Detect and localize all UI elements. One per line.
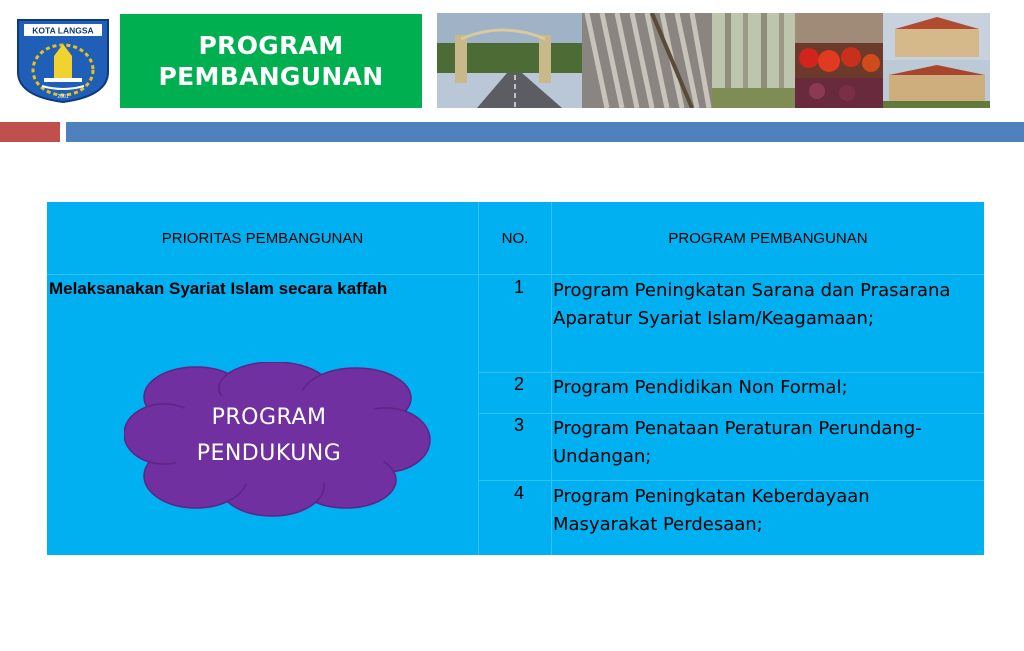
row-divider xyxy=(478,480,984,481)
program-text-line: Program Peningkatan Sarana dan Prasarana xyxy=(553,280,951,301)
program-item xyxy=(553,374,983,402)
accent-bar-red xyxy=(0,122,60,142)
program-item xyxy=(553,415,983,471)
program-text-line: Undangan; xyxy=(553,446,652,467)
kota-langsa-logo xyxy=(14,16,112,104)
row-divider xyxy=(478,372,984,373)
rubber-plantation-photo xyxy=(712,13,795,108)
cloud-text-line-2: PENDUKUNG xyxy=(196,441,342,466)
row-number: 1 xyxy=(513,277,524,297)
title-line-2: PEMBANGUNAN xyxy=(158,62,384,91)
title-line-1: PROGRAM xyxy=(198,31,344,60)
priority-text: Melaksanakan Syariat Islam secara kaffah xyxy=(49,279,388,298)
program-text-line: Masyarakat Perdesaan; xyxy=(553,514,763,535)
government-buildings-photo xyxy=(883,13,990,108)
cloud-label xyxy=(124,400,414,472)
program-text-line: Program Peningkatan Keberdayaan xyxy=(553,486,870,507)
logo-year-text: 2001 xyxy=(57,94,69,100)
program-text-line: Program Penataan Peraturan Perundang- xyxy=(553,418,922,439)
program-text-line: Aparatur Syariat Islam/Keagamaan; xyxy=(553,308,874,329)
header-divider xyxy=(47,274,984,275)
program-item xyxy=(553,483,983,539)
program-item xyxy=(553,277,983,333)
cloud-text-line-1: PROGRAM xyxy=(211,405,327,430)
header-program: PROGRAM PEMBANGUNAN xyxy=(668,229,868,247)
market-produce-photo xyxy=(795,13,883,108)
logo-banner-text: KOTA LANGSA xyxy=(32,25,94,36)
program-text-line: Program Pendidikan Non Formal; xyxy=(553,377,848,398)
header-no: NO. xyxy=(501,229,529,247)
row-number: 3 xyxy=(513,415,524,435)
row-number: 2 xyxy=(513,374,524,394)
accent-bar-blue xyxy=(66,122,1024,142)
title-box xyxy=(120,14,422,108)
header-prioritas: PRIORITAS PEMBANGUNAN xyxy=(161,229,364,247)
dried-fish-photo xyxy=(582,13,712,108)
photo-collage xyxy=(437,13,990,108)
row-divider xyxy=(478,413,984,414)
road-gate-photo xyxy=(437,13,582,108)
row-number: 4 xyxy=(513,483,524,503)
